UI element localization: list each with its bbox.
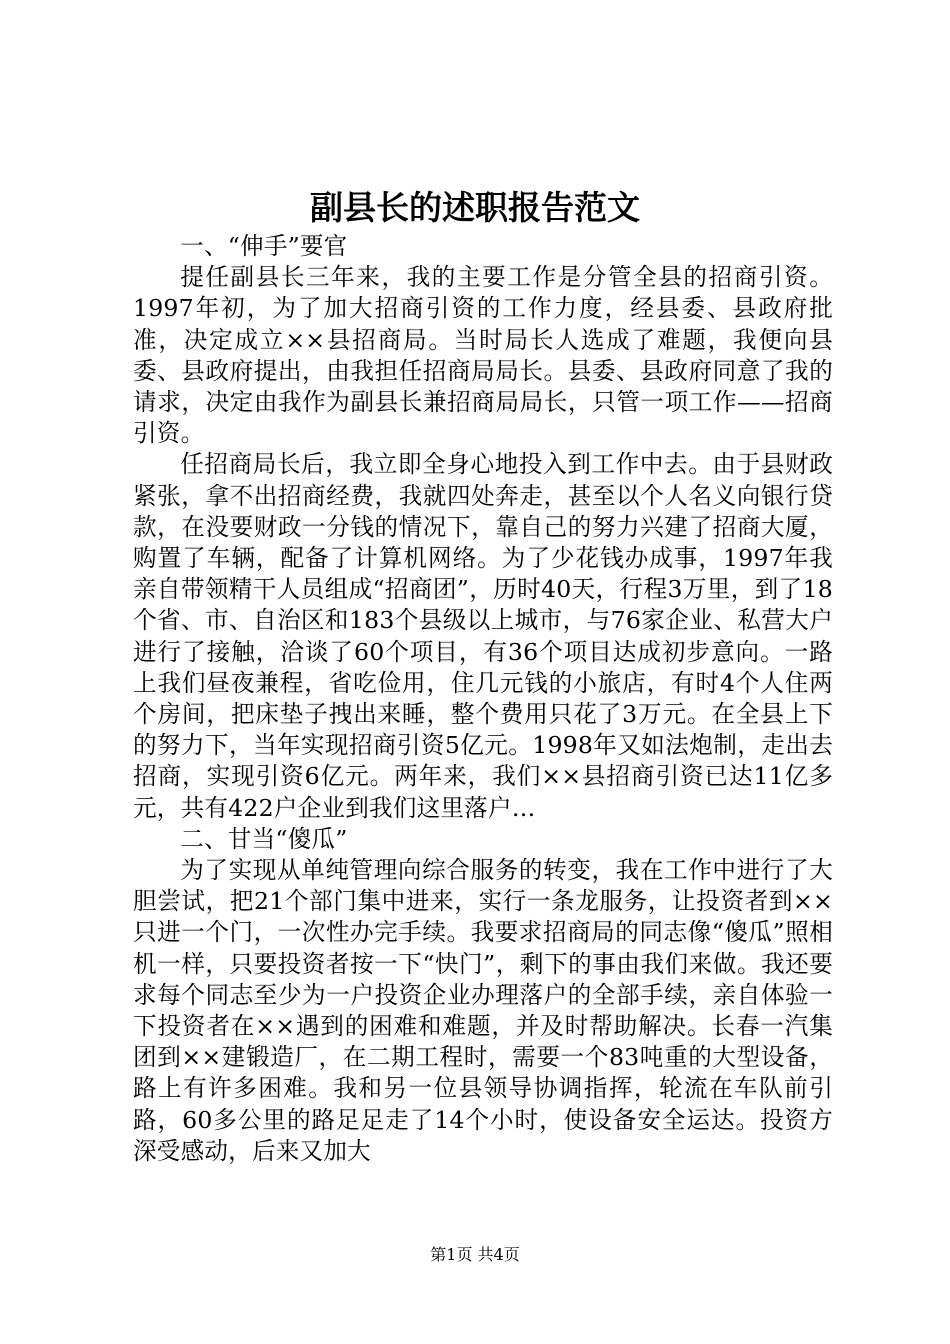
document-title: 副县长的述职报告范文 [310,188,640,227]
paragraph: 为了实现从单纯管理向综合服务的转变，我在工作中进行了大胆尝试，把21个部门集中进来，实行一条龙服务，让投资者到××只进一个门，一次性办完手续。我要求招商局的同志像“傻瓜”照相机一样，只要投资者按一下“快门”，剩下的事由我们来做。我还要求每个同志至少为一户投资企业办理落户的全部手续，亲自体验一下投资者在××遇到的困难和难题，并及时帮助解决。长春一汽集团到××建锻造厂，在二期工程时，需要一个83吨重的大型设备，路上有许多困难。我和另一位县领导协调指挥，轮流在车队前引路，60多公里的路足足走了14个小时，使设备安全运达。投资方深受感动，后来又加大 [133,856,833,1165]
paragraph: 提任副县长三年来，我的主要工作是分管全县的招商引资。1997年初，为了加大招商引资的工作力度，经县委、县政府批准，决定成立××县招商局。当时局长人选成了难题，我便向县委、县政府提出，由我担任招商局局长。县委、县政府同意了我的请求，决定由我作为副县长兼招商局局长，只管一项工作——招商引资。 [133,263,833,448]
section-heading-1: 一、“伸手”要官 [180,232,348,260]
page-footer: 第1页 共4页 [430,1245,520,1264]
section-heading-2: 二、甘当“傻瓜” [180,824,348,853]
paragraph: 任招商局长后，我立即全身心地投入到工作中去。由于县财政紧张，拿不出招商经费，我就四处奔走，甚至以个人名义向银行贷款，在没要财政一分钱的情况下，靠自己的努力兴建了招商大厦，购置了车辆，配备了计算机网络。为了少花钱办成事，1997年我亲自带领精干人员组成“招商团”，历时40天，行程3万里，到了18个省、市、自治区和183个县级以上城市，与76家企业、私营大户进行了接触，洽谈了60个项目，有36个项目达成初步意向。一路上我们昼夜兼程，省吃俭用，住几元钱的小旅店，有时4个人住两个房间，把床垫子拽出来睡，整个费用只花了3万元。在全县上下的努力下，当年实现招商引资5亿元。1998年又如法炮制，走出去招商，实现引资6亿元。两年来，我们××县招商引资已达11亿多元，共有422户企业到我们这里落户… [133,450,833,822]
document-body [133,231,833,1167]
